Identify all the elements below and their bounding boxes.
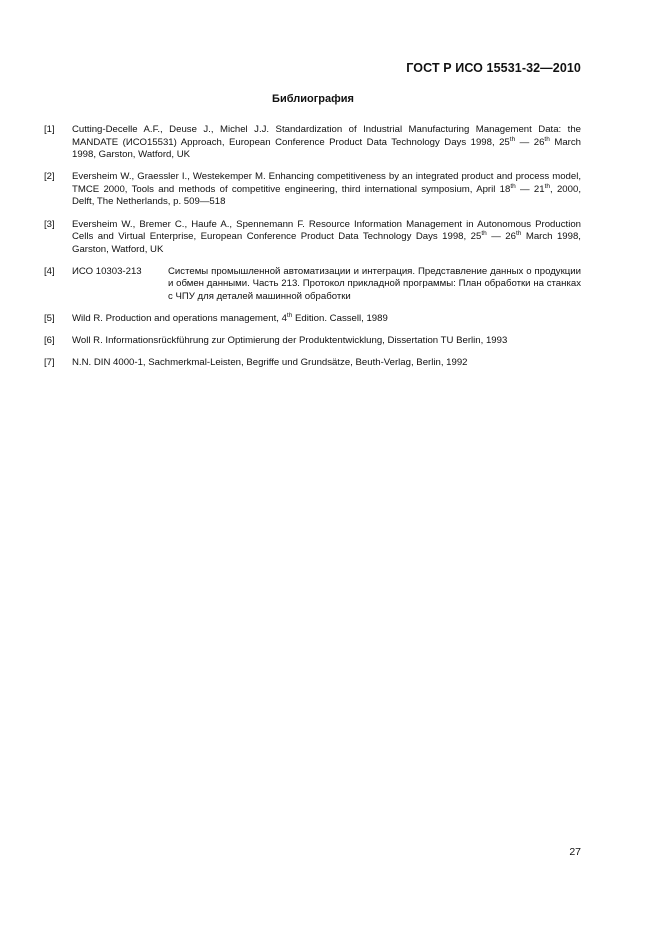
bibliography-text-run: Edition. Cassell, 1989 (292, 313, 388, 325)
page-number: 27 (569, 846, 581, 858)
bibliography-entry (44, 357, 581, 370)
bibliography-text-run: , 2000, Delft, The Netherlands, p. 509—518 (72, 183, 581, 208)
ordinal-superscript: th (481, 229, 487, 237)
ordinal-superscript: th (544, 135, 550, 143)
section-title: Библиография (272, 93, 354, 105)
ordinal-superscript: th (544, 182, 551, 190)
bibliography-entry-text (72, 219, 581, 257)
bibliography-text-run: N.N. DIN 4000-1, Sachmerkmal-Leisten, Begriffe und Grundsätze, Beuth-Verlag, Berlin, 1992 (72, 357, 468, 369)
ordinal-superscript: th (510, 182, 516, 190)
bibliography-entry (44, 335, 581, 348)
ordinal-superscript: th (515, 229, 522, 237)
bibliography-entry-number: [5] (44, 313, 55, 325)
bibliography-entry-text (72, 124, 581, 162)
bibliography-entry-description: Системы промышленной автоматизации и интеграция. Представление данных о продукции и обмен данными. Часть 213. Протокол прикладной программы: План обработки на станках с ЧПУ для деталей машинной обработки (168, 265, 581, 303)
bibliography-text-run: — 21 (515, 183, 545, 195)
page-header-doc-code: ГОСТ Р ИСО 15531-32—2010 (406, 61, 581, 75)
bibliography-entry-number: [6] (44, 335, 55, 347)
bibliography-text-run: Woll R. Informationsrückführung zur Optimierung der Produktentwicklung, Dissertation TU Berlin, 1993 (72, 335, 508, 347)
bibliography-entry-text (72, 171, 581, 209)
bibliography-text-run: — 26 (515, 136, 545, 148)
bibliography-entry (44, 313, 581, 326)
bibliography-entry (44, 219, 581, 257)
bibliography-entry-standard-code: ИСО 10303-213 (72, 265, 142, 277)
bibliography-entry (44, 124, 581, 162)
bibliography-entry-number: [2] (44, 171, 55, 183)
bibliography-entry-text (72, 313, 581, 326)
bibliography-text-run: — 26 (486, 231, 516, 243)
bibliography-entry-text (72, 357, 581, 370)
ordinal-superscript: th (286, 311, 293, 319)
bibliography-entry-number: [1] (44, 124, 55, 135)
bibliography-list (44, 124, 581, 379)
bibliography-entry-text (72, 335, 581, 348)
bibliography-text-run: Cutting-Decelle A.F., Deuse J., Michel J.J. Standardization of Industrial Manufacturing Management Data: the MANDATE (ИСО15531) Approach, European Conference Product Data Technology Days 1998, 25 (72, 124, 581, 148)
bibliography-text-run: March 1998, Garston, Watford, UK (72, 136, 581, 161)
bibliography-entry-number: [7] (44, 357, 55, 369)
bibliography-entry (44, 171, 581, 209)
ordinal-superscript: th (509, 135, 516, 143)
bibliography-text-run: Eversheim W., Graessler I., Westekemper M. Enhancing competitiveness by an integrated product and process model, TMCE 2000, Tools and methods of competitive engineering, third international symposium, April 18 (72, 171, 581, 195)
bibliography-entry (44, 266, 581, 304)
bibliography-text-run: March 1998, Garston, Watford, UK (72, 231, 581, 255)
bibliography-text-run: Wild R. Production and operations management, 4 (72, 313, 287, 325)
bibliography-text-run: Eversheim W., Bremer C., Haufe A., Spennemann F. Resource Information Management in Autonomous Production Cells and Virtual Enterprise, European Conference Product Data Technology Days 1998, 25 (72, 218, 581, 243)
bibliography-entry-number: [3] (44, 218, 55, 230)
bibliography-entry-number: [4] (44, 265, 55, 277)
